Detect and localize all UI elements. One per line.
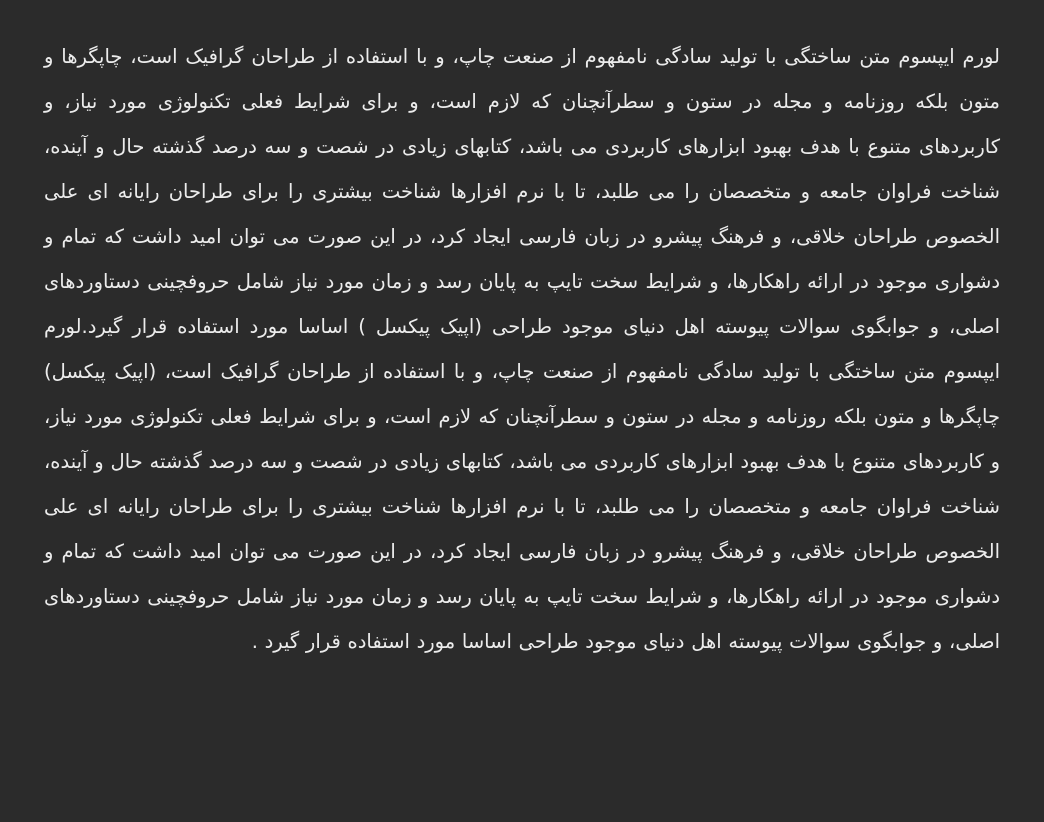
document-text-body [44, 34, 1000, 664]
paragraph: لورم ایپسوم متن ساختگی با تولید سادگی نامفهوم از صنعت چاپ، و با استفاده از طراحان گرافیک است، چاپگرها و متون بلکه روزنامه و مجله در ستون و سطرآنچنان که لازم است، و برای شرایط فعلی تکنولوژی مورد نیاز، و کاربردهای متنوع با هدف بهبود ابزارهای کاربردی می باشد، کتابهای زیادی در شصت و سه درصد گذشته حال و آینده، شناخت فراوان جامعه و متخصصان را می طلبد، تا با نرم افزارها شناخت بیشتری را برای طراحان رایانه ای علی الخصوص طراحان خلاقی، و فرهنگ پیشرو در زبان فارسی ایجاد کرد، در این صورت می توان امید داشت که تمام و دشواری موجود در ارائه راهکارها، و شرایط سخت تایپ به پایان رسد و زمان مورد نیاز شامل حروفچینی دستاوردهای اصلی، و جوابگوی سوالات پیوسته اهل دنیای موجود طراحی (اپیک پیکسل ) اساسا مورد استفاده قرار گیرد.لورم ایپسوم متن ساختگی با تولید سادگی نامفهوم از صنعت چاپ، و با استفاده از طراحان گرافیک است، (اپیک پیکسل) چاپگرها و متون بلکه روزنامه و مجله در ستون و سطرآنچنان که لازم است، و برای شرایط فعلی تکنولوژی مورد نیاز، و کاربردهای متنوع با هدف بهبود ابزارهای کاربردی می باشد، کتابهای زیادی در شصت و سه درصد گذشته حال و آینده، شناخت فراوان جامعه و متخصصان را می طلبد، تا با نرم افزارها شناخت بیشتری را برای طراحان رایانه ای علی الخصوص طراحان خلاقی، و فرهنگ پیشرو در زبان فارسی ایجاد کرد، در این صورت می توان امید داشت که تمام و دشواری موجود در ارائه راهکارها، و شرایط سخت تایپ به پایان رسد و زمان مورد نیاز شامل حروفچینی دستاوردهای اصلی، و جوابگوی سوالات پیوسته اهل دنیای موجود طراحی اساسا مورد استفاده قرار گیرد . [44, 45, 1000, 653]
